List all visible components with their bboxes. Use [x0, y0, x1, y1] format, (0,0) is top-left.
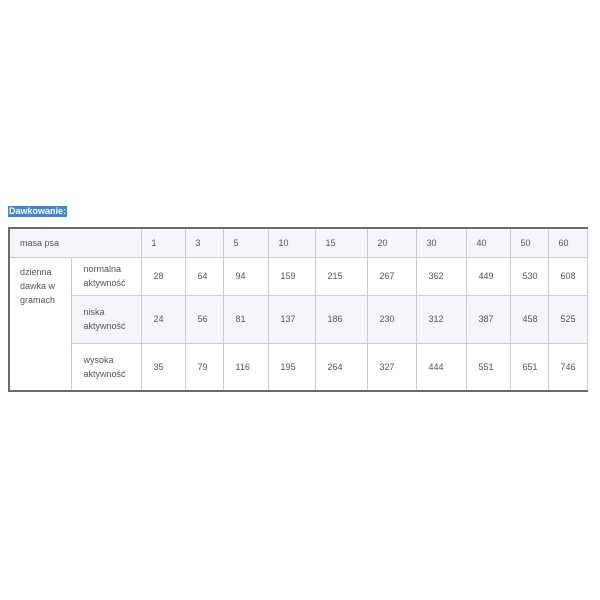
dosage-heading: Dawkowanie: — [9, 206, 67, 216]
dose-value-cell: 81 — [223, 295, 268, 343]
dosage-table — [8, 227, 588, 392]
dose-value-cell: 444 — [416, 344, 466, 391]
dose-value-cell: 79 — [185, 344, 223, 391]
dose-value-cell: 35 — [141, 344, 185, 391]
mass-header-cell: 60 — [548, 228, 587, 258]
dose-value-cell: 746 — [548, 344, 587, 391]
activity-label-cell: niska aktywność — [71, 295, 141, 343]
dose-value-cell: 267 — [367, 258, 416, 295]
mass-header-cell: 3 — [185, 228, 223, 258]
table-row — [9, 295, 587, 343]
dose-value-cell: 94 — [223, 258, 268, 295]
mass-header-cell: 5 — [223, 228, 268, 258]
dose-value-cell: 327 — [367, 344, 416, 391]
mass-header-cell: 15 — [315, 228, 367, 258]
dose-value-cell: 525 — [548, 295, 587, 343]
mass-header-cell: 50 — [510, 228, 548, 258]
mass-header-cell: 1 — [141, 228, 185, 258]
dose-value-cell: 195 — [268, 344, 315, 391]
dose-value-cell: 458 — [510, 295, 548, 343]
dose-value-cell: 116 — [223, 344, 268, 391]
dose-value-cell: 56 — [185, 295, 223, 343]
dose-value-cell: 264 — [315, 344, 367, 391]
dose-value-cell: 651 — [510, 344, 548, 391]
daily-dose-label-cell: dzienna dawka w gramach — [9, 258, 71, 391]
dose-value-cell: 551 — [466, 344, 510, 391]
dose-value-cell: 608 — [548, 258, 587, 295]
dose-value-cell: 28 — [141, 258, 185, 295]
activity-label-cell: wysoka aktywność — [71, 344, 141, 391]
dose-value-cell: 312 — [416, 295, 466, 343]
table-row — [9, 258, 587, 295]
dose-value-cell: 24 — [141, 295, 185, 343]
mass-header-cell: 40 — [466, 228, 510, 258]
dose-value-cell: 387 — [466, 295, 510, 343]
dose-value-cell: 449 — [466, 258, 510, 295]
table-row — [9, 344, 587, 391]
dose-value-cell: 530 — [510, 258, 548, 295]
dose-value-cell: 230 — [367, 295, 416, 343]
mass-header-cell: 30 — [416, 228, 466, 258]
dose-value-cell: 64 — [185, 258, 223, 295]
mass-header-cell: 10 — [268, 228, 315, 258]
mass-label-cell: masa psa — [9, 228, 141, 258]
mass-header-cell: 20 — [367, 228, 416, 258]
dose-value-cell: 186 — [315, 295, 367, 343]
dose-value-cell: 362 — [416, 258, 466, 295]
table-header-row — [9, 228, 587, 258]
dose-value-cell: 137 — [268, 295, 315, 343]
dose-value-cell: 159 — [268, 258, 315, 295]
activity-label-cell: normalna aktywność — [71, 258, 141, 295]
dose-value-cell: 215 — [315, 258, 367, 295]
